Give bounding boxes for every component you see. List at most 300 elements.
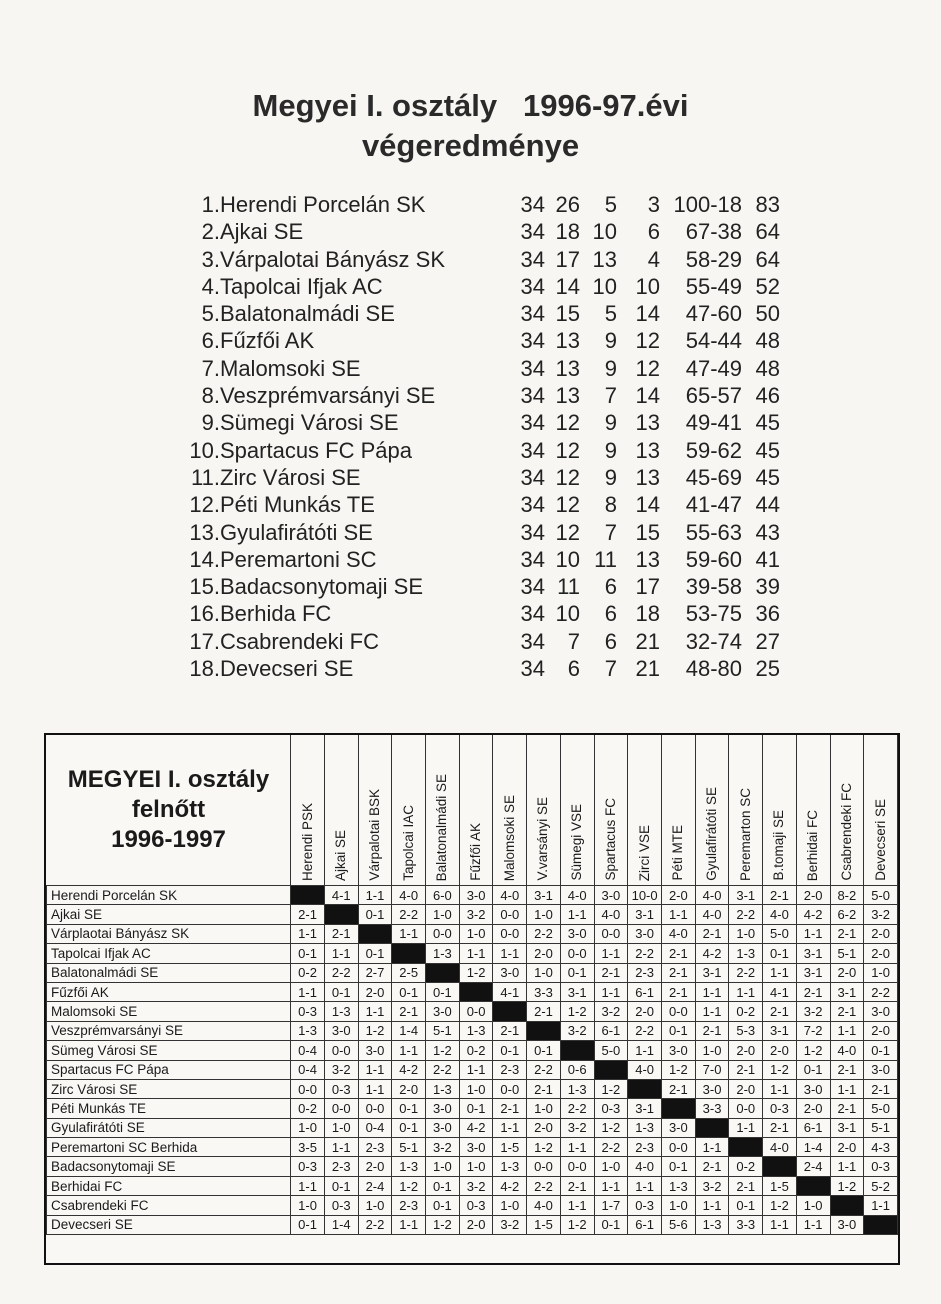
result-cell: 2-7 [358,963,392,982]
column-header [560,735,594,886]
standings-row [180,628,800,655]
page-title [0,86,941,166]
result-cell: 2-1 [830,1099,864,1118]
result-cell: 2-1 [830,924,864,943]
result-cell: 3-2 [560,1118,594,1137]
self-match-cell [560,1041,594,1060]
result-cell: 1-0 [358,1196,392,1215]
result-cell: 3-0 [864,1002,898,1021]
row-team-name: Ajkai SE [47,905,291,924]
column-header-label: Malomsoki SE [501,794,517,881]
result-cell: 5-0 [594,1041,628,1060]
result-cell: 3-2 [560,1021,594,1040]
standings-lost: 6 [647,219,660,245]
standings-drawn: 9 [604,437,617,463]
result-cell: 5-6 [661,1215,695,1234]
result-cell: 1-0 [459,924,493,943]
column-header [729,735,763,886]
result-cell: 1-3 [493,1157,527,1176]
result-cell: 1-1 [324,1138,358,1157]
standings-team: Gyulafirátóti SE [220,519,373,545]
result-cell: 3-1 [830,982,864,1001]
result-cell: 1-1 [493,944,527,963]
result-cell: 4-0 [628,1060,662,1079]
standings-rank: 8. [201,383,220,409]
standings-drawn: 6 [604,601,617,627]
result-cell: 2-1 [695,1157,729,1176]
result-cell: 10-0 [628,886,662,905]
result-cell: 3-0 [324,1021,358,1040]
result-cell: 1-1 [291,1176,325,1195]
standings-goals: 47-49 [685,355,742,381]
standings-row [180,546,800,573]
result-cell: 4-3 [864,1138,898,1157]
result-cell: 5-1 [392,1138,426,1157]
result-cell: 2-0 [358,1157,392,1176]
standings-played: 34 [520,601,545,627]
table-row [47,924,898,943]
standings-team: Várpalotai Bányász SK [220,246,446,272]
result-cell: 2-1 [864,1079,898,1098]
result-cell: 1-0 [527,905,561,924]
result-cell: 0-0 [729,1099,763,1118]
result-cell: 1-1 [763,963,797,982]
self-match-cell [358,924,392,943]
result-cell: 2-0 [830,1138,864,1157]
result-cell: 0-1 [392,1099,426,1118]
result-cell: 3-1 [628,1099,662,1118]
result-cell: 3-1 [796,944,830,963]
result-cell: 1-2 [594,1118,628,1137]
result-cell: 5-1 [426,1021,460,1040]
result-cell: 0-0 [661,1138,695,1157]
result-cell: 3-0 [594,886,628,905]
standings-rank: 1. [201,192,220,217]
standings-rank: 4. [201,273,220,299]
table-row [47,1138,898,1157]
column-header [661,735,695,886]
standings-team: Spartacus FC Pápa [220,437,412,463]
standings-goals: 65-57 [685,383,742,409]
standings-goals: 54-44 [685,328,742,354]
column-header-label: Zirci VSE [636,824,652,881]
standings-row [180,491,800,518]
result-cell: 4-1 [763,982,797,1001]
standings-won: 13 [555,355,580,381]
result-cell: 0-3 [594,1099,628,1118]
result-cell: 2-1 [560,1176,594,1195]
standings-won: 12 [555,437,580,463]
result-cell: 1-1 [392,924,426,943]
result-cell: 1-1 [661,905,695,924]
self-match-cell [392,944,426,963]
standings-goals: 32-74 [685,628,742,654]
standings-drawn: 13 [592,246,617,272]
result-cell: 2-1 [594,963,628,982]
standings-lost: 17 [635,574,660,600]
result-cell: 1-2 [661,1060,695,1079]
result-cell: 0-1 [864,1041,898,1060]
result-cell: 2-3 [358,1138,392,1157]
column-header [527,735,561,886]
self-match-cell [493,1002,527,1021]
standings-rank: 2. [201,219,220,245]
result-cell: 1-1 [763,1215,797,1234]
self-match-cell [291,886,325,905]
standings-played: 34 [520,492,545,518]
result-cell: 1-3 [695,1215,729,1234]
standings-drawn: 5 [604,192,617,217]
result-cell: 2-3 [324,1157,358,1176]
result-cell: 0-2 [291,963,325,982]
result-cell: 0-1 [661,1021,695,1040]
standings-goals: 59-60 [685,546,742,572]
result-cell: 1-3 [426,944,460,963]
standings-won: 26 [555,192,580,217]
column-header [864,735,898,886]
column-header-label: Várpalotai BSK [366,789,382,881]
standings-points: 44 [755,492,780,518]
result-cell: 2-2 [426,1060,460,1079]
result-cell: 3-0 [864,1060,898,1079]
table-row [47,1079,898,1098]
result-cell: 3-2 [796,1002,830,1021]
result-cell: 0-1 [661,1157,695,1176]
standings-played: 34 [520,574,545,600]
result-cell: 2-1 [661,944,695,963]
standings-won: 10 [555,601,580,627]
result-cell: 6-2 [830,905,864,924]
result-cell: 1-2 [459,963,493,982]
standings-won: 12 [555,492,580,518]
result-cell: 0-1 [796,1060,830,1079]
result-cell: 0-0 [527,1157,561,1176]
result-cell: 3-0 [830,1215,864,1234]
result-cell: 3-0 [661,1118,695,1137]
standings-won: 10 [555,546,580,572]
result-cell: 2-1 [493,1021,527,1040]
standings-rank: 6. [201,328,220,354]
standings-goals: 67-38 [685,219,742,245]
standings-lost: 3 [647,192,660,217]
standings-rank: 7. [201,355,220,381]
standings-goals: 55-49 [685,273,742,299]
standings-lost: 12 [635,355,660,381]
result-cell: 1-1 [358,1002,392,1021]
standings-drawn: 9 [604,464,617,490]
result-cell: 3-0 [426,1099,460,1118]
self-match-cell [763,1157,797,1176]
self-match-cell [864,1215,898,1234]
standings-played: 34 [520,656,545,682]
result-cell: 1-5 [527,1215,561,1234]
standings-goals: 58-29 [685,246,742,272]
result-cell: 1-0 [493,1196,527,1215]
standings-rank: 18. [189,656,220,682]
result-cell: 2-0 [628,1002,662,1021]
result-cell: 1-0 [324,1118,358,1137]
standings-goals: 45-69 [685,464,742,490]
result-cell: 2-0 [661,886,695,905]
standings-played: 34 [520,464,545,490]
result-cell: 2-1 [661,963,695,982]
result-cell: 2-2 [729,905,763,924]
result-cell: 1-0 [729,924,763,943]
result-cell: 0-0 [493,1079,527,1098]
result-cell: 2-2 [358,1215,392,1234]
column-header-label: Herendi PSK [299,802,315,881]
result-cell: 2-2 [527,924,561,943]
standings-row [180,464,800,491]
standings-points: 45 [755,464,780,490]
column-header [628,735,662,886]
result-cell: 4-0 [493,886,527,905]
result-cell: 0-1 [426,1176,460,1195]
result-cell: 0-0 [324,1041,358,1060]
row-team-name: Malomsoki SE [47,1002,291,1021]
result-cell: 0-4 [358,1118,392,1137]
standings-points: 39 [755,574,780,600]
table-row [47,886,898,905]
standings-lost: 21 [635,656,660,682]
column-header [695,735,729,886]
result-cell: 4-2 [493,1176,527,1195]
result-cell: 1-2 [763,1196,797,1215]
result-cell: 1-2 [796,1041,830,1060]
result-cell: 3-1 [695,963,729,982]
standings-drawn: 10 [592,273,617,299]
result-cell: 3-0 [459,886,493,905]
result-cell: 1-2 [830,1176,864,1195]
result-cell: 0-0 [324,1099,358,1118]
crosstable [46,735,898,1235]
result-cell: 1-3 [459,1021,493,1040]
result-cell: 1-1 [358,1079,392,1098]
standings-row [180,573,800,600]
result-cell: 0-4 [291,1041,325,1060]
result-cell: 0-1 [392,1118,426,1137]
result-cell: 3-0 [459,1138,493,1157]
standings-points: 43 [755,519,780,545]
result-cell: 1-2 [560,1215,594,1234]
result-cell: 2-0 [392,1079,426,1098]
standings-team: Balatonalmádi SE [220,301,395,327]
result-cell: 5-1 [830,944,864,963]
result-cell: 2-1 [763,1002,797,1021]
result-cell: 2-3 [628,963,662,982]
result-cell: 1-5 [493,1138,527,1157]
result-cell: 0-0 [594,924,628,943]
standings-rank: 5. [201,301,220,327]
standings-team: Péti Munkás TE [220,492,375,518]
result-cell: 2-3 [493,1060,527,1079]
result-cell: 4-2 [796,905,830,924]
standings-team: Tapolcai Ifjak AC [220,273,383,299]
result-cell: 0-1 [392,982,426,1001]
self-match-cell [729,1138,763,1157]
standings-played: 34 [520,546,545,572]
result-cell: 0-2 [291,1099,325,1118]
result-cell: 4-0 [763,1138,797,1157]
table-row [47,1196,898,1215]
result-cell: 1-1 [628,1041,662,1060]
standings-rank: 13. [189,519,220,545]
result-cell: 0-1 [729,1196,763,1215]
column-header-label: Ajkai SE [333,829,349,881]
standings-lost: 15 [635,519,660,545]
standings-lost: 13 [635,464,660,490]
result-cell: 0-0 [560,1157,594,1176]
result-cell: 2-0 [864,924,898,943]
result-cell: 2-0 [358,982,392,1001]
standings-goals: 48-80 [685,656,742,682]
column-header-label: Devecseri SE [872,799,888,881]
column-header [594,735,628,886]
result-cell: 3-0 [358,1041,392,1060]
table-row [47,944,898,963]
result-cell: 1-5 [763,1176,797,1195]
result-cell: 4-2 [695,944,729,963]
standings-played: 34 [520,219,545,245]
result-cell: 1-3 [560,1079,594,1098]
standings-lost: 13 [635,546,660,572]
result-cell: 4-2 [392,1060,426,1079]
result-cell: 0-4 [291,1060,325,1079]
row-team-name: Péti Munkás TE [47,1099,291,1118]
standings-points: 45 [755,437,780,463]
row-team-name: Fűzfői AK [47,982,291,1001]
row-team-name: Veszprémvarsányi SE [47,1021,291,1040]
result-cell: 0-3 [628,1196,662,1215]
standings-table [180,191,800,682]
result-cell: 3-0 [426,1118,460,1137]
standings-drawn: 10 [592,219,617,245]
result-cell: 0-3 [291,1002,325,1021]
standings-won: 17 [555,246,580,272]
self-match-cell [661,1099,695,1118]
result-cell: 1-1 [594,1176,628,1195]
table-row [47,1021,898,1040]
standings-team: Ajkai SE [220,219,304,245]
standings-lost: 18 [635,601,660,627]
result-cell: 0-0 [661,1002,695,1021]
crosstable-title-line-1: MEGYEI I. osztály [67,766,270,793]
result-cell: 1-4 [324,1215,358,1234]
standings-won: 12 [555,410,580,436]
standings-points: 50 [755,301,780,327]
result-cell: 2-1 [830,1060,864,1079]
result-cell: 1-7 [594,1196,628,1215]
standings-rank: 3. [201,246,220,272]
column-header-label: Gyulafirátóti SE [704,787,720,881]
result-cell: 1-3 [291,1021,325,1040]
self-match-cell [628,1079,662,1098]
standings-points: 52 [755,273,780,299]
standings-lost: 14 [635,383,660,409]
column-header-label: Spartacus FC [602,798,618,881]
result-cell: 0-1 [459,1099,493,1118]
table-row [47,963,898,982]
result-cell: 2-0 [729,1041,763,1060]
result-cell: 1-3 [628,1118,662,1137]
result-cell: 1-1 [392,1041,426,1060]
standings-drawn: 9 [604,410,617,436]
column-header-label: Fűzfői AK [468,823,484,881]
result-cell: 2-2 [628,944,662,963]
standings-lost: 4 [647,246,660,272]
standings-points: 48 [755,328,780,354]
result-cell: 2-2 [324,963,358,982]
standings-lost: 12 [635,328,660,354]
crosstable-grid [46,735,898,1235]
result-cell: 2-1 [291,905,325,924]
self-match-cell [594,1060,628,1079]
result-cell: 0-1 [426,982,460,1001]
standings-row [180,519,800,546]
result-cell: 3-0 [426,1002,460,1021]
standings-won: 12 [555,519,580,545]
standings-rank: 9. [201,410,220,436]
result-cell: 1-0 [459,1157,493,1176]
standings-points: 83 [755,192,780,217]
standings-team: Fűzfői AK [220,328,315,354]
result-cell: 3-3 [527,982,561,1001]
self-match-cell [695,1118,729,1137]
result-cell: 0-0 [291,1079,325,1098]
column-header [426,735,460,886]
result-cell: 5-1 [864,1118,898,1137]
result-cell: 3-0 [695,1079,729,1098]
result-cell: 3-2 [459,905,493,924]
result-cell: 0-3 [459,1196,493,1215]
result-cell: 6-1 [796,1118,830,1137]
standings-points: 41 [755,546,780,572]
result-cell: 1-1 [695,1138,729,1157]
standings-row [180,655,800,682]
result-cell: 6-1 [594,1021,628,1040]
result-cell: 0-3 [763,1099,797,1118]
result-cell: 4-0 [830,1041,864,1060]
result-cell: 1-3 [324,1002,358,1021]
result-cell: 1-1 [324,944,358,963]
standings-played: 34 [520,192,545,217]
result-cell: 1-1 [392,1215,426,1234]
standings-played: 34 [520,355,545,381]
standings-team: Herendi Porcelán SK [220,192,426,217]
result-cell: 1-1 [459,1060,493,1079]
result-cell: 2-3 [392,1196,426,1215]
result-cell: 1-2 [527,1138,561,1157]
result-cell: 7-2 [796,1021,830,1040]
standings-row [180,273,800,300]
column-header-label: Berhidai FC [805,809,821,881]
result-cell: 2-1 [527,1079,561,1098]
result-cell: 0-1 [594,1215,628,1234]
result-cell: 2-4 [358,1176,392,1195]
result-cell: 0-0 [358,1099,392,1118]
standings-played: 34 [520,628,545,654]
result-cell: 0-3 [324,1196,358,1215]
column-header [324,735,358,886]
result-cell: 3-1 [560,982,594,1001]
result-cell: 4-1 [324,886,358,905]
standings-drawn: 7 [604,656,617,682]
row-team-name: Várplaotai Bányász SK [47,924,291,943]
standings-goals: 47-60 [685,301,742,327]
result-cell: 1-2 [560,1002,594,1021]
result-cell: 2-2 [560,1099,594,1118]
result-cell: 6-1 [628,982,662,1001]
